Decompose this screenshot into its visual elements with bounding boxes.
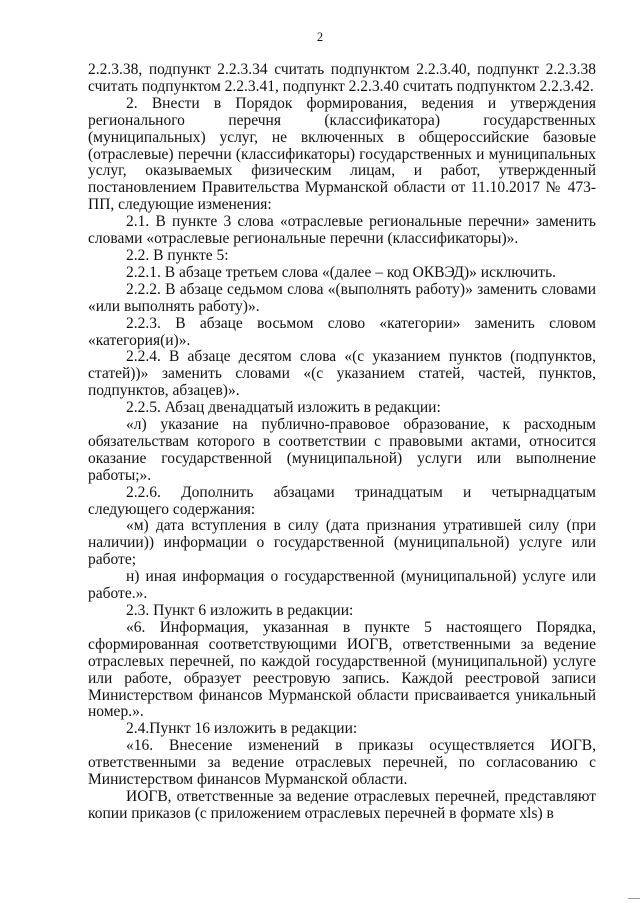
- paragraph: «м) дата вступления в силу (дата признания утратившей силу (при наличии)) информации о государственной (муниципальной) услуге или работе;: [88, 517, 596, 569]
- paragraph: «л) указание на публично-правовое образование, к расходным обязательствам которого в соответствии с правовыми актами, относится оказание государственной (муниципальной) услуги или выполнение работы;».: [88, 416, 596, 484]
- paragraph: 2.4.Пункт 16 изложить в редакции:: [126, 720, 358, 738]
- paragraph: «6. Информация, указанная в пункте 5 настоящего Порядка, сформированная соответствующими ИОГВ, ответственными за ведение отраслевых перечней, по каждой государственной (муниципальной) услуге или работе, образует реестровую запись. Каждой реестровой записи Министерством финансов Мурманской области присваивается уникальный номер.».: [88, 618, 596, 721]
- paragraph: 2. Внести в Порядок формирования, ведения и утверждения регионального перечня (классификатора) государственных (муниципальных) услуг, не включенных в общероссийские базовые (отраслевые) перечни (классификаторы) государственных и муниципальных услуг, оказываемых физическим лицам, и работ, утвержденный постановлением Правительства Мурманской области от 11.10.2017 № 473-ПП, следующие изменения:: [88, 94, 596, 214]
- paragraph: «16. Внесение изменений в приказы осуществляется ИОГВ, ответственными за ведение отраслевых перечней, по согласованию с Министерством финансов Мурманской области.: [88, 737, 596, 789]
- edge-mark: [628, 898, 640, 899]
- paragraph: 2.2.6. Дополнить абзацами тринадцатым и четырнадцатым следующего содержания:: [88, 483, 596, 518]
- paragraph: 2.2.5. Абзац двенадцатый изложить в редакции:: [126, 399, 441, 417]
- paragraph: 2.1. В пункте 3 слова «отраслевые региональные перечни» заменить словами «отраслевые региональные перечни (классификаторы)».: [88, 213, 596, 248]
- paragraph: 2.2. В пункте 5:: [126, 246, 229, 264]
- document-body: [88, 62, 596, 823]
- paragraph: 2.2.3. В абзаце восьмом слово «категории» заменить словом «категория(и)».: [88, 314, 596, 349]
- paragraph: 2.3. Пункт 6 изложить в редакции:: [126, 602, 354, 619]
- paragraph: 2.2.3.38, подпункт 2.2.3.34 считать подпунктом 2.2.3.40, подпункт 2.2.3.38 считать подпунктом 2.2.3.41, подпункт 2.2.3.40 считать подпунктом 2.2.3.42.: [88, 61, 596, 95]
- paragraph: н) иная информация о государственной (муниципальной) услуге или работе.».: [88, 568, 596, 603]
- paragraph: ИОГВ, ответственные за ведение отраслевых перечней, представляют копии приказов (с приложением отраслевых перечней в формате xls) в: [88, 787, 596, 822]
- paragraph: 2.2.4. В абзаце десятом слова «(с указанием пунктов (подпунктов, статей))» заменить словами «(с указанием статей, частей, пунктов, подпунктов, абзацев)».: [88, 348, 596, 400]
- page-number: 2: [316, 30, 324, 44]
- paragraph: 2.2.2. В абзаце седьмом слова «(выполнять работу)» заменить словами «или выполнять работу)».: [88, 280, 596, 315]
- paragraph: 2.2.1. В абзаце третьем слова «(далее – код ОКВЭД)» исключить.: [126, 263, 557, 281]
